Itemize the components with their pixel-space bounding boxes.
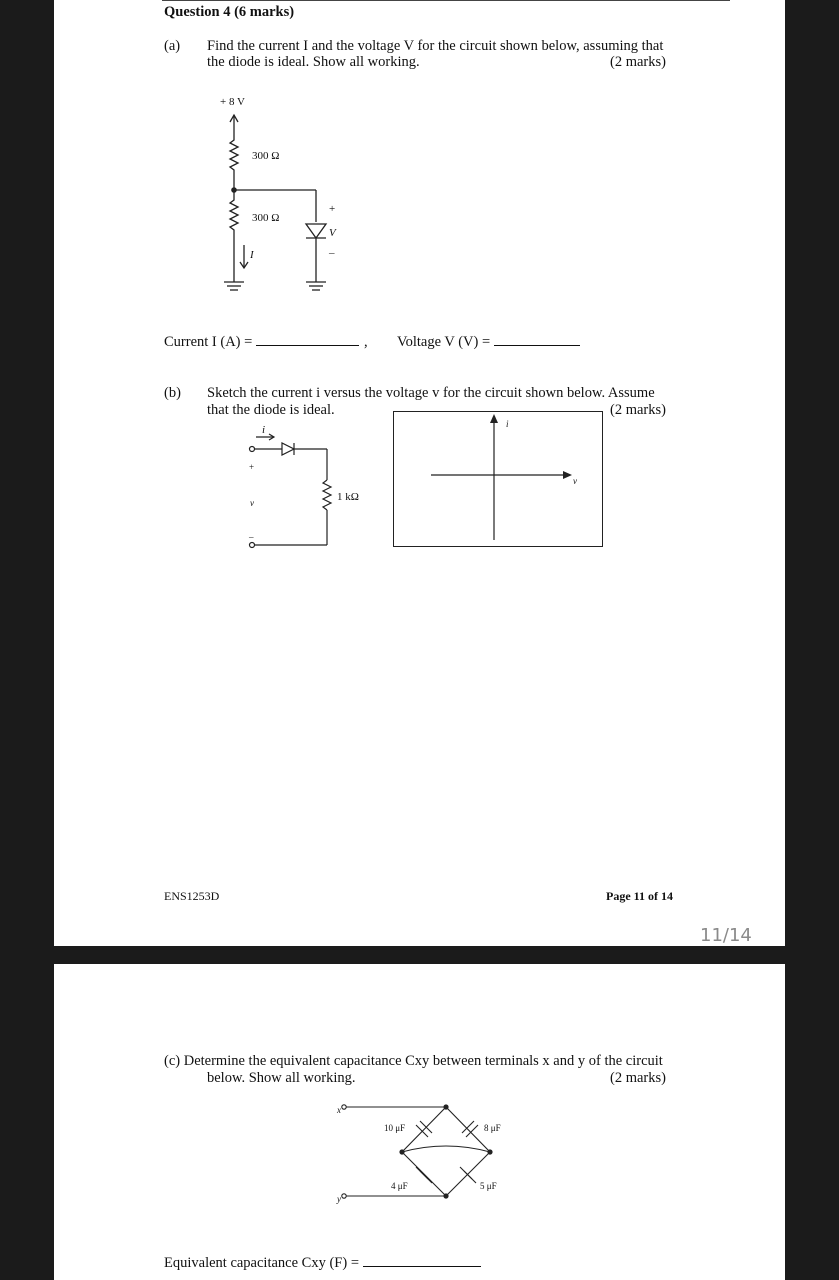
part-c-line1: (c) Determine the equivalent capacitance Cxy between terminals x and y of the circuit [164, 1053, 663, 1069]
part-c-line2: below. Show all working. [207, 1070, 356, 1086]
answer-comma: , [364, 334, 368, 350]
sketch-axes [54, 0, 785, 946]
viewer-page-counter: 11/14 [700, 925, 752, 946]
part-b-marks: (2 marks) [610, 402, 666, 418]
capacitor-circuit-diagram [54, 964, 785, 1280]
document-page-12 [54, 964, 785, 1280]
r2-label: 300 Ω [252, 212, 280, 224]
cap-5uf-label: 5 μF [480, 1181, 497, 1191]
v-plus-label: + [329, 203, 336, 215]
supply-voltage-label: + 8 V [220, 96, 245, 108]
capacitance-answer-label: Equivalent capacitance Cxy (F) = [164, 1255, 363, 1271]
part-a-marks: (2 marks) [610, 54, 666, 70]
footer-page-number: Page 11 of 14 [606, 889, 673, 903]
part-a-line1: Find the current I and the voltage V for the circuit shown below, assuming that [207, 38, 664, 54]
part-b-label: (b) [164, 385, 181, 401]
v-minus-label: – [329, 247, 335, 259]
b-minus-label: – [249, 532, 254, 542]
voltage-answer-label: Voltage V (V) = [397, 334, 494, 350]
b-plus-label: + [249, 462, 255, 472]
terminal-x-label: x [337, 1105, 341, 1115]
b-v-label: v [250, 498, 254, 508]
i-label: I [250, 249, 254, 261]
r1-label: 300 Ω [252, 150, 280, 162]
capacitance-answer-blank[interactable] [363, 1256, 481, 1267]
question-title: Question 4 (6 marks) [164, 4, 295, 20]
part-c-marks: (2 marks) [610, 1070, 666, 1086]
capacitance-answer-line [164, 1255, 481, 1271]
cap-10uf-label: 10 μF [384, 1123, 406, 1133]
terminal-y-label: y [337, 1194, 341, 1204]
sketch-y-label: i [506, 419, 509, 429]
sketch-x-label: v [573, 476, 577, 486]
cap-8uf-label: 8 μF [484, 1123, 501, 1133]
b-i-label: i [262, 424, 266, 436]
document-page-11 [54, 0, 785, 946]
part-b-line2: that the diode is ideal. [207, 402, 335, 418]
footer-course-code: ENS1253D [164, 889, 220, 903]
part-a-line2: the diode is ideal. Show all working. [207, 54, 420, 70]
cap-4uf-label: 4 μF [391, 1181, 408, 1191]
b-resistor-label: 1 kΩ [337, 491, 359, 503]
part-a-label: (a) [164, 38, 181, 54]
part-b-line1: Sketch the current i versus the voltage v for the circuit shown below. Assume [207, 385, 655, 401]
current-answer-label: Current I (A) = [164, 334, 256, 350]
v-label: V [329, 227, 336, 239]
